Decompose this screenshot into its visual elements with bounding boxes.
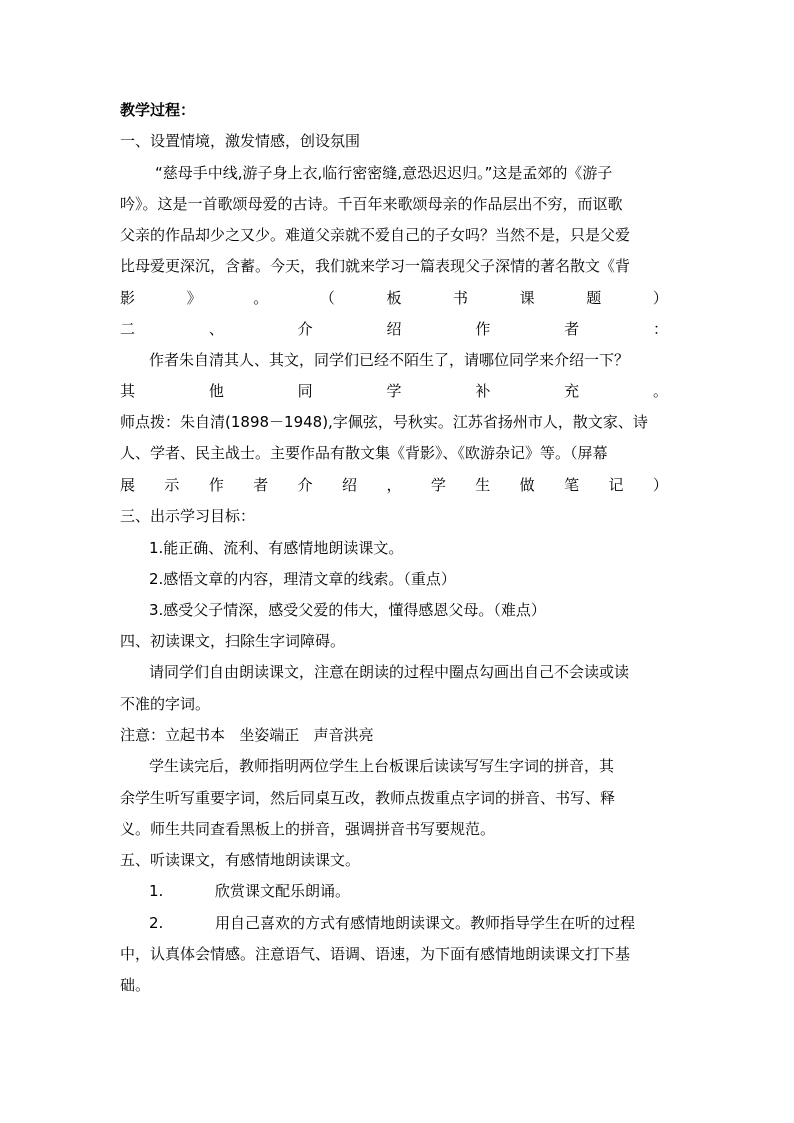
char: 影 xyxy=(120,289,136,307)
char: （ xyxy=(319,289,335,307)
paragraph-1-line-2: 吟》。这是一首歌颂母爱的古诗。千百年来歌颂母亲的作品层出不穷，而讴歌 xyxy=(120,195,623,213)
paragraph-2-line-2 xyxy=(120,381,668,401)
paragraph-1-line-1: “慈母手中线,游子身上衣,临行密密缝,意恐迟迟归。”这是孟郊的《游子 xyxy=(155,164,613,182)
char: 、 xyxy=(208,320,224,338)
goal-1: 1.能正确、流利、有感情地朗读课文。 xyxy=(149,539,404,557)
item-1 xyxy=(149,881,351,901)
char: 笔 xyxy=(564,476,580,494)
char: 板 xyxy=(386,289,402,307)
char: 作 xyxy=(475,320,491,338)
char: 他 xyxy=(208,382,224,400)
char: 介 xyxy=(297,320,313,338)
char: 绍 xyxy=(386,320,402,338)
char: ） xyxy=(652,289,668,307)
paragraph-6-line-2: 中，认真体会情感。注意语气、语调、语速，为下面有感情地朗读课文打下基 xyxy=(120,945,631,963)
char: 。 xyxy=(253,289,269,307)
char: 者 xyxy=(253,476,269,494)
char: 学 xyxy=(386,382,402,400)
char: 补 xyxy=(475,382,491,400)
paragraph-5-line-3: 义。师生共同查看黑板上的拼音，强调拼音书写要规范。 xyxy=(120,820,496,838)
char: 示 xyxy=(164,476,180,494)
paragraph-5-line-1: 学生读完后，教师指明两位学生上台板课后读读写写生字词的拼音，其 xyxy=(149,757,615,775)
item-1-text: 欣赏课文配乐朗诵。 xyxy=(215,882,351,900)
char: 者 xyxy=(564,320,580,338)
paragraph-1-line-5 xyxy=(120,288,668,308)
heading: 教学过程： xyxy=(120,101,196,119)
section-4-title: 四、初读课文，扫除生字词障碍。 xyxy=(120,632,346,650)
section-1-title: 一、设置情境，激发情感，创设氛围 xyxy=(120,132,361,150)
char: 学 xyxy=(430,476,446,494)
char: 生 xyxy=(475,476,491,494)
char: 同 xyxy=(297,382,313,400)
section-5-title: 五、听读课文，有感情地朗读课文。 xyxy=(120,851,361,869)
goal-3: 3.感受父子情深，感受父爱的伟大，懂得感恩父母。（难点） xyxy=(149,601,546,619)
section-3-title: 三、出示学习目标： xyxy=(120,507,256,525)
note-line: 注意：立起书本 坐姿端正 声音洪亮 xyxy=(120,726,374,744)
item-2-number: 2. xyxy=(149,914,164,932)
char: 题 xyxy=(586,289,602,307)
char: 充 xyxy=(564,382,580,400)
char: 做 xyxy=(519,476,535,494)
char: 书 xyxy=(453,289,469,307)
item-2-text: 用自己喜欢的方式有感情地朗读课文。教师指导学生在听的过程 xyxy=(215,914,636,932)
char: 。 xyxy=(652,382,668,400)
char: 展 xyxy=(120,476,136,494)
char: 课 xyxy=(519,289,535,307)
char: 二 xyxy=(120,320,136,338)
paragraph-2-line-1: 作者朱自清其人、其文，同学们已经不陌生了，请哪位同学来介绍一下？ xyxy=(149,351,630,369)
char: 作 xyxy=(208,476,224,494)
paragraph-6-line-3: 础。 xyxy=(120,976,151,994)
char: ， xyxy=(386,476,402,494)
char: 记 xyxy=(608,476,624,494)
char: ： xyxy=(652,320,668,338)
paragraph-2-line-5 xyxy=(120,475,668,495)
char: 其 xyxy=(120,382,136,400)
paragraph-2-line-4: 人、学者、民主战士。主要作品有散文集《背影》、《欧游杂记》等。（屏幕 xyxy=(120,444,608,462)
char: 绍 xyxy=(342,476,358,494)
goal-2: 2.感悟文章的内容，理清文章的线索。（重点） xyxy=(149,570,456,588)
item-2 xyxy=(149,913,636,933)
paragraph-4-line-1: 请同学们自由朗读课文，注意在朗读的过程中圈点勾画出自己不会读或读 xyxy=(149,663,630,681)
paragraph-2-line-3: 师点拨：朱自清(1898－1948),字佩弦，号秋实。江苏省扬州市人，散文家、诗 xyxy=(120,413,648,431)
char: ） xyxy=(652,476,668,494)
char: 介 xyxy=(297,476,313,494)
item-1-number: 1. xyxy=(149,882,164,900)
paragraph-1-line-4: 比母爱更深沉，含蓄。今天，我们就来学习一篇表现父子深情的著名散文《背 xyxy=(120,257,631,275)
section-2-title xyxy=(120,319,668,339)
paragraph-5-line-2: 余学生听写重要字词，然后同桌互改，教师点拨重点字词的拼音、书写、释 xyxy=(120,789,616,807)
paragraph-1-line-3: 父亲的作品却少之又少。难道父亲就不爱自己的子女吗？当然不是，只是父爱 xyxy=(120,226,631,244)
char: 》 xyxy=(186,289,202,307)
paragraph-4-line-2: 不准的字词。 xyxy=(120,695,211,713)
